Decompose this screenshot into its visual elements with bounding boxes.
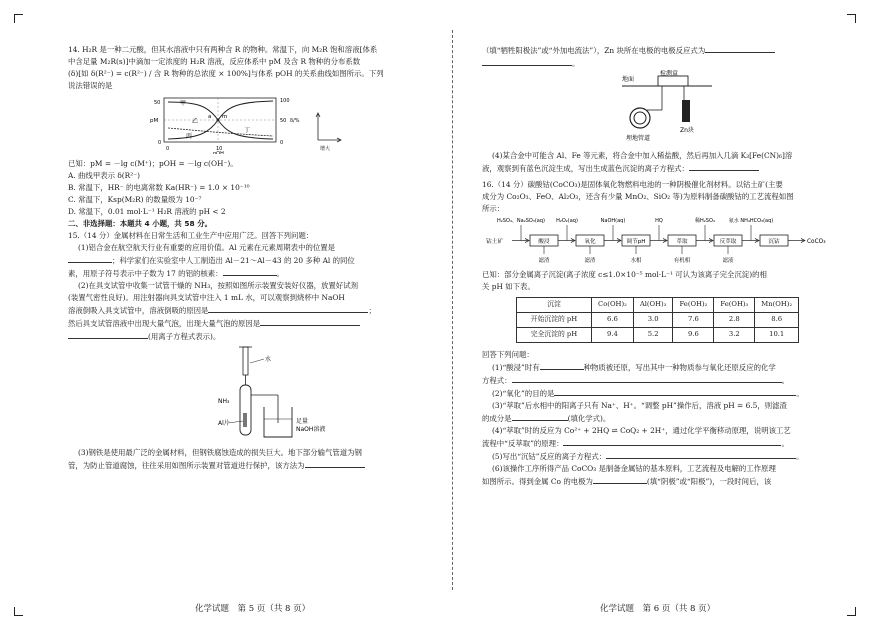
answer-intro: 回答下列问题： — [482, 349, 534, 359]
axis-ylabel: pM — [150, 117, 159, 124]
flow-reagent-label: 氨水 NH₄HCO₃(aq) — [728, 217, 774, 224]
table-row — [517, 327, 799, 342]
flow-reagent-label: NaOH(aq) — [600, 217, 626, 224]
q16-given: 关 pH 如下表。 — [482, 281, 535, 291]
table-cell: 开始沉淀的 pH — [517, 312, 592, 327]
q15-3-text: 管，为防止管道腐蚀，往往采用如图所示装置对管道进行保护，该方法为 — [68, 459, 436, 472]
q15-2-text: (装置气密性良好)。用注射器向具支试管中注入 1 mL 水，可以观察到烧杯中 NaOH — [68, 292, 345, 302]
arrow-label: 增大 — [320, 145, 331, 152]
flow-residue-label: 有机相 — [673, 257, 691, 264]
pipe-label: 埋地管道 — [626, 134, 651, 142]
flow-residue-label: 滤液 — [722, 257, 734, 264]
axis-right-50: 50 — [280, 117, 287, 124]
flow-residue-label: 水相 — [630, 257, 642, 264]
table-row — [517, 312, 799, 327]
table-cell: 10.1 — [755, 327, 799, 342]
label-jia: 甲 — [180, 99, 187, 107]
axis-right-0: 0 — [280, 139, 284, 146]
table-cell: 9.6 — [673, 327, 714, 342]
page-5-column — [68, 44, 436, 472]
crop-mark — [14, 607, 23, 616]
q16-2-text: (2)“氧化”的目的是 。 — [492, 388, 804, 398]
answer-blank[interactable] — [512, 412, 568, 421]
flow-step-label: 沉钴 — [768, 238, 780, 245]
q15-1-text: 素，用原子符号表示中子数为 17 的铝的核素： 。 — [68, 268, 284, 278]
q15-2-text: (2)在具支试管中收集一试管干燥的 NH₃，按照如图所示装置安装好仪器，放置好试剂 — [78, 280, 358, 290]
flow-end-label: CoCO₃ — [807, 238, 826, 245]
table-cell: 2.8 — [714, 312, 755, 327]
crop-mark — [14, 14, 23, 23]
q14-figure — [68, 92, 436, 154]
q16-4-text: 流程中“反萃取”的原理： 。 — [482, 438, 789, 448]
table-cell: 8.6 — [755, 312, 799, 327]
table-header-cell: 沉淀 — [517, 297, 592, 312]
q15-1-text: (1)铝合金在航空航天行业有重要的应用价值。Al 元素在元素周期表中的位置是 — [78, 242, 336, 252]
q15-3-cont: （填“牺牲阳极法”或“外加电流法”），Zn 块所在电极的电极反应式为 — [482, 44, 834, 57]
axis-left-50: 50 — [154, 99, 161, 106]
ground-label: 地面 — [622, 75, 635, 83]
q16-intro: 16.（14 分）碳酸钴(CoCO₃)是固体氧化物燃料电池的一种阴极催化剂材料。以钴土矿(主要 — [482, 179, 783, 189]
q15-3-text: (3)钢铁是使用最广泛的金属材料，但钢铁腐蚀造成的损失巨大。地下部分输气管道为钢 — [78, 447, 362, 457]
answer-blank[interactable] — [554, 387, 796, 396]
flow-reagent-label: H₂O₂(aq) — [556, 217, 578, 224]
table-header-row — [517, 297, 799, 312]
answer-blank[interactable] — [593, 475, 647, 484]
q16-intro: 所示： — [482, 203, 505, 213]
q14-option-a: A. 曲线甲表示 δ(R²⁻) — [68, 170, 140, 180]
answer-blank[interactable] — [606, 450, 796, 459]
flow-reagent-label: 稀H₂SO₄ — [695, 217, 715, 224]
q16-flowchart — [482, 215, 834, 265]
label-yi: 乙 — [192, 117, 199, 125]
q15-2-text: 然后具支试管溶液中出现大量气泡，出现大量气泡的原因是 — [68, 317, 436, 330]
answer-blank[interactable] — [512, 374, 782, 383]
q14-given: 已知：pM = －lg c(M⁺)；pOH = －lg c(OH⁻)。 — [68, 158, 238, 168]
page-divider — [452, 30, 453, 590]
axis-right-label: δ/% — [290, 117, 300, 124]
page-footer: 化学试题 第 6 页（共 8 页） — [600, 604, 716, 614]
label-ding: 丁 — [244, 126, 251, 134]
axis-right-100: 100 — [280, 97, 290, 104]
crop-mark — [847, 14, 856, 23]
flow-step-label: 酸浸 — [538, 238, 550, 245]
answer-blank[interactable] — [223, 267, 277, 276]
flow-reagent-label: H₂SO₄、Na₂SO₃(aq) — [497, 217, 545, 224]
table-header-cell: Al(OH)₃ — [633, 297, 673, 312]
q16-3-text: (3)“萃取”后水相中的阳离子只有 Na⁺、H⁺。“调整 pH”操作后，溶液 pH = 6.5，则滤渣 — [492, 400, 787, 410]
q14-option-d: D. 常温下，0.01 mol·L⁻¹ H₂R 溶液的 pH < 2 — [68, 206, 226, 216]
q16-3-text: 的成分是 (填化学式)。 — [482, 413, 611, 423]
flow-residue-label: 滤渣 — [584, 257, 596, 264]
q15-4-text: (4)某合金中可能含 Al、Fe 等元素，将合金中加入稀盐酸，然后再加入几滴 K₃[Fe(CN)₆]溶 — [492, 150, 793, 160]
table-header-cell: Co(OH)₂ — [592, 297, 634, 312]
flow-step-label: 调节pH — [626, 238, 646, 245]
flow-start-label: 钴土矿 — [486, 238, 504, 245]
answer-blank[interactable] — [705, 44, 775, 53]
q15-3-cont: 。 — [482, 57, 834, 70]
q16-1-text: (1)“酸浸”时有 种物质被还原，写出其中一种物质参与氧化还原反应的化学 — [492, 362, 776, 372]
q16-4-text: (4)“萃取”时的反应为 Co²⁺ + 2HQ ⇌ CoQ₂ + 2H⁺，通过化学平衡移动原理，说明该工艺 — [492, 425, 791, 435]
table-cell: 7.6 — [673, 312, 714, 327]
nh3-label: NH₃ — [218, 397, 230, 405]
section-heading: 二、非选择题：本题共 4 小题，共 58 分。 — [68, 218, 212, 228]
answer-blank[interactable] — [563, 437, 781, 446]
axis-x-0: 0 — [166, 145, 170, 152]
q16-5-text: (5)写出“沉钴”反应的离子方程式： 。 — [492, 451, 804, 461]
water-label: 水 — [265, 355, 272, 363]
table-cell: 3.0 — [633, 312, 673, 327]
answer-blank[interactable] — [68, 330, 148, 339]
axis-x-10: 10 — [216, 145, 223, 152]
q15-2-text: (用离子方程式表示)。 — [68, 330, 436, 343]
flow-residue-label: 滤渣 — [538, 257, 550, 264]
q15-4-text: 液，观察到有蓝色沉淀生成，写出生成蓝色沉淀的离子方程式： — [482, 162, 834, 175]
q16-6-text: 如图所示。得到金属 Co 的电极为 (填“阴极”或“阳极”)，一段时间后，该 — [482, 476, 772, 486]
flow-step-label: 萃取 — [676, 238, 688, 245]
answer-blank[interactable] — [305, 459, 365, 468]
axis-x-label: pOH — [213, 150, 224, 154]
precipitation-ph-table — [516, 297, 799, 343]
q16-given: 已知：部分金属离子沉淀(离子浓度 c≤1.0×10⁻⁵ mol·L⁻¹ 可认为该离子完全沉淀)的相 — [482, 269, 767, 279]
answer-blank[interactable] — [689, 162, 759, 171]
q16-intro: 成分为 Co₂O₃、FeO、Al₂O₃，还含有少量 MnO₂、SiO₂ 等)为原料制备碳酸钴的工艺流程如图 — [482, 191, 794, 201]
label-m: m — [222, 113, 228, 120]
q14-option-b: B. 常温下，HR⁻ 的电离常数 Ka(HR⁻) = 1.0 × 10⁻¹⁰ — [68, 182, 250, 192]
table-cell: 9.4 — [592, 327, 634, 342]
beaker-label: NaOH溶液 — [296, 425, 326, 433]
q15-intro: 15.（14 分）金属材料在日常生活和工业生产中应用广泛。回答下列问题： — [68, 230, 314, 240]
label-bing: 丙 — [186, 132, 193, 140]
crop-mark — [847, 607, 856, 616]
q15-1-text: ；科学家们在实验室中人工制造出 Al－21～Al－43 的 20 多种 Al 的同位 — [68, 254, 436, 267]
al-label: Al片 — [218, 419, 230, 427]
q15-apparatus — [68, 343, 436, 443]
page-footer: 化学试题 第 5 页（共 8 页） — [195, 604, 311, 614]
q15-2-text: 溶液倒吸入具支试管中，溶液倒吸的原因是 ； — [68, 305, 376, 315]
page-6-column — [482, 44, 834, 488]
answer-blank[interactable] — [540, 361, 584, 370]
flow-reagent-label: HQ — [655, 217, 663, 224]
answer-blank[interactable] — [68, 254, 112, 263]
box-label: 检测盒 — [660, 69, 679, 77]
table-cell: 6.6 — [592, 312, 634, 327]
table-cell: 5.2 — [633, 327, 673, 342]
q14-text: 说法错误的是 — [68, 80, 113, 90]
beaker-label: 足量 — [296, 417, 309, 425]
table-header-cell: Fe(OH)₂ — [673, 297, 714, 312]
axis-left-0: 0 — [158, 139, 162, 146]
q14-text: (δ)[如 δ(R²⁻) = c(R²⁻) / 含 R 物种的总浓度 × 100%]与体系 pOH 的关系曲线如图所示。下列 — [68, 68, 384, 78]
q16-1-text: 方程式： 。 — [482, 375, 789, 385]
answer-blank[interactable] — [260, 317, 360, 326]
label-a: a — [208, 113, 212, 120]
q15-protection-diagram — [482, 70, 834, 146]
table-header-cell: Fe(OH)₃ — [714, 297, 755, 312]
table-cell: 完全沉淀的 pH — [517, 327, 592, 342]
q14-option-c: C. 常温下，Ksp(M₂R) 的数量级为 10⁻⁷ — [68, 194, 202, 204]
flow-step-label: 反萃取 — [719, 238, 737, 245]
table-header-cell: Mn(OH)₂ — [755, 297, 799, 312]
table-cell: 3.2 — [714, 327, 755, 342]
q14-text: 14. H₂R 是一种二元酸，但其水溶液中只有两种含 R 的物种。常温下，向 M₂R 饱和溶液[体系 — [68, 45, 378, 54]
flow-step-label: 氧化 — [584, 238, 596, 245]
q16-6-text: (6)该操作工序所得产品 CoCO₃ 是制备金属钴的基本原料，工艺流程及电解的工作原理 — [492, 463, 776, 473]
answer-blank[interactable] — [482, 57, 572, 66]
answer-blank[interactable] — [208, 304, 368, 313]
zn-label: Zn块 — [680, 126, 694, 134]
q14-text: 中含足量 M₂R(s)]中滴加一定浓度的 H₂R 溶液，反应体系中 pM 及含 R 物种的分布系数 — [68, 56, 361, 66]
